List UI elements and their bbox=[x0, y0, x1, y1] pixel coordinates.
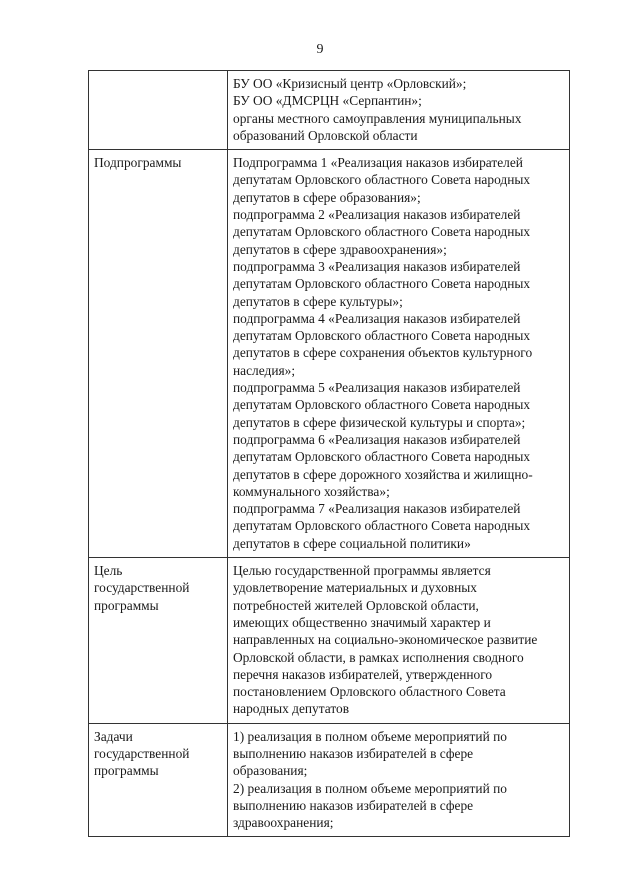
row-content-line: подпрограмма 2 «Реализация наказов избирателей bbox=[233, 207, 521, 223]
row-content-line: наследия»; bbox=[233, 362, 296, 378]
row-label-cell bbox=[89, 71, 228, 150]
row-content-line: удовлетворение материальных и духовных bbox=[233, 580, 477, 596]
row-label-line: Подпрограммы bbox=[94, 155, 182, 171]
row-content-line: депутатам Орловского областного Совета народных bbox=[233, 276, 531, 292]
row-content-line: подпрограмма 4 «Реализация наказов избирателей bbox=[233, 310, 521, 326]
row-content-line: депутатов в сфере физической культуры и спорта»; bbox=[233, 414, 526, 430]
row-content-line: депутатов в сфере образования»; bbox=[233, 189, 421, 205]
row-content-line: депутатам Орловского областного Совета народных bbox=[233, 397, 531, 413]
row-content-line: депутатов в сфере социальной политики» bbox=[233, 535, 471, 551]
row-label-line: программы bbox=[94, 597, 159, 613]
row-content-line: потребностей жителей Орловской области, bbox=[233, 597, 479, 613]
page-number: 9 bbox=[316, 42, 324, 57]
row-label-line: государственной bbox=[94, 580, 190, 596]
row-label-cell bbox=[89, 150, 228, 558]
row-label-line: государственной bbox=[94, 745, 190, 761]
row-content-line: подпрограмма 6 «Реализация наказов избирателей bbox=[233, 431, 521, 447]
row-label-cell bbox=[89, 558, 228, 724]
row-content-line: подпрограмма 7 «Реализация наказов избирателей bbox=[233, 501, 521, 517]
row-content-line: Целью государственной программы является bbox=[233, 563, 491, 579]
row-content-line: депутатам Орловского областного Совета народных bbox=[233, 172, 531, 188]
row-content-line: депутатов в сфере культуры»; bbox=[233, 293, 403, 309]
row-content-line: депутатов в сфере дорожного хозяйства и жилищно- bbox=[233, 466, 533, 482]
row-content-cell bbox=[228, 71, 570, 150]
executors-continued-row bbox=[89, 71, 570, 150]
row-label-line: Задачи bbox=[94, 728, 133, 744]
row-content-line: народных депутатов bbox=[233, 701, 350, 717]
row-content-line: перечня наказов избирателей, утвержденного bbox=[233, 666, 493, 682]
row-content-line: 2) реализация в полном объеме мероприятий по bbox=[233, 780, 507, 796]
row-label-cell bbox=[89, 723, 228, 837]
row-content-line: депутатов в сфере сохранения объектов культурного bbox=[233, 345, 533, 361]
row-content-line: коммунального хозяйства»; bbox=[233, 483, 390, 499]
row-content-line: имеющих общественно значимый характер и bbox=[233, 614, 491, 630]
row-content-line: депутатам Орловского областного Совета народных bbox=[233, 518, 531, 534]
row-content-cell bbox=[228, 150, 570, 558]
row-label-line: программы bbox=[94, 763, 159, 779]
row-content-line: подпрограмма 3 «Реализация наказов избирателей bbox=[233, 258, 521, 274]
row-content-line: образований Орловской области bbox=[233, 127, 418, 143]
row-content-line: постановлением Орловского областного Совета bbox=[233, 684, 506, 700]
row-content-cell bbox=[228, 558, 570, 724]
row-content-line: направленных на социально-экономическое развитие bbox=[233, 632, 538, 648]
row-content-line: органы местного самоуправления муниципальных bbox=[233, 110, 522, 126]
row-content-line: Подпрограмма 1 «Реализация наказов избирателей bbox=[233, 155, 523, 171]
row-content-line: депутатам Орловского областного Совета народных bbox=[233, 224, 531, 240]
row-content-line: выполнению наказов избирателей в сфере bbox=[233, 797, 474, 813]
program-goal-row bbox=[89, 558, 570, 724]
row-content-line: БУ ОО «ДМСРЦН «Серпантин»; bbox=[233, 93, 422, 109]
row-content-line: здравоохранения; bbox=[233, 815, 334, 831]
program-passport-table bbox=[88, 70, 570, 837]
row-content-line: подпрограмма 5 «Реализация наказов избирателей bbox=[233, 380, 521, 396]
row-content-line: 1) реализация в полном объеме мероприятий по bbox=[233, 728, 507, 744]
row-content-line: БУ ОО «Кризисный центр «Орловский»; bbox=[233, 76, 467, 91]
row-content-line: образования; bbox=[233, 763, 308, 779]
row-content-line: Орловской области, в рамках исполнения сводного bbox=[233, 649, 524, 665]
row-content-line: депутатам Орловского областного Совета народных bbox=[233, 449, 531, 465]
row-content-line: депутатам Орловского областного Совета народных bbox=[233, 328, 531, 344]
passport-table-body bbox=[89, 71, 570, 837]
program-tasks-row bbox=[89, 723, 570, 837]
row-content-cell bbox=[228, 723, 570, 837]
row-content-line: выполнению наказов избирателей в сфере bbox=[233, 745, 474, 761]
row-label-line: Цель bbox=[94, 563, 123, 579]
row-content-line: депутатов в сфере здравоохранения»; bbox=[233, 241, 447, 257]
subprograms-row bbox=[89, 150, 570, 558]
